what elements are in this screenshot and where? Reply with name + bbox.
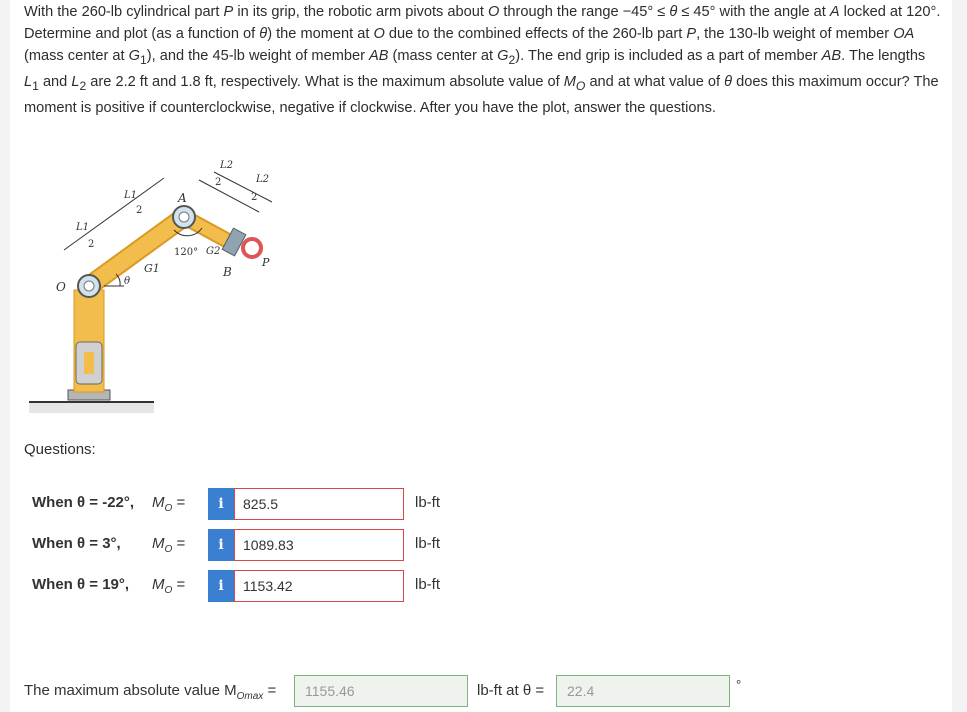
label-two-c: 2 xyxy=(215,177,222,188)
theta-label: lb-ft at θ = xyxy=(477,682,545,699)
unit-label: lb-ft xyxy=(415,494,441,511)
info-icon[interactable]: i xyxy=(208,570,234,602)
label-l1-a: L1 xyxy=(76,222,90,233)
label-l2-a: L2 xyxy=(220,160,234,171)
answer-input[interactable]: 1153.42 xyxy=(234,570,404,602)
label-theta: θ xyxy=(124,276,131,287)
questions-label: Questions: xyxy=(24,441,96,458)
part-p xyxy=(243,239,261,257)
robotic-arm-figure xyxy=(24,150,294,420)
label-l2-b: L2 xyxy=(256,174,270,185)
question-condition: When θ = 3°, xyxy=(32,535,121,552)
label-l1-b: L1 xyxy=(124,190,138,201)
moment-label: $M_O$ = xyxy=(152,576,186,596)
label-p: P xyxy=(262,256,270,269)
max-moment-label: The maximum absolute value $M_{Omax}$ = xyxy=(24,682,277,702)
answer-input[interactable]: 825.5 xyxy=(234,488,404,520)
question-row xyxy=(32,529,472,561)
info-icon[interactable]: i xyxy=(208,488,234,520)
moment-label: $M_O$ = xyxy=(152,535,186,555)
label-g2: G2 xyxy=(206,246,221,257)
answer-input[interactable]: 1089.83 xyxy=(234,529,404,561)
question-row xyxy=(32,488,472,520)
label-angle: 120° xyxy=(174,247,199,258)
info-icon[interactable]: i xyxy=(208,529,234,561)
theta-input[interactable]: 22.4 xyxy=(556,675,730,707)
moment-label: $M_O$ = xyxy=(152,494,186,514)
question-condition: When θ = -22°, xyxy=(32,494,135,511)
max-moment-row xyxy=(24,675,954,709)
label-two-b: 2 xyxy=(136,205,143,216)
degree-symbol: ° xyxy=(736,677,742,692)
label-b: B xyxy=(223,265,232,279)
label-two-d: 2 xyxy=(251,192,258,203)
unit-label: lb-ft xyxy=(415,576,441,593)
label-a: A xyxy=(178,191,187,205)
label-g1: G1 xyxy=(144,262,160,275)
problem-statement: With the 260-lb cylindrical part P in its grip, the robotic arm pivots about O through the range −45° ≤ θ ≤ 45° with the angle at A locked at 120°. Determine and plot (as a function of θ) the moment at O due to the combined effects of the 260-lb part P, the 130-lb weight of member OA (mass center at $G_1$), and the 45-lb weight of member AB (mass center at $G_2$). The end grip is included as a part of member AB. The lengths $L_1$ and $L_2$ are 2.2 ft and 1.8 ft, respectively. What is the maximum absolute value of $M_O$ and at what value of θ does this maximum occur? The moment is positive if counterclockwise, negative if clockwise. After you have the plot, answer the questions. xyxy=(24,4,941,116)
question-condition: When θ = 19°, xyxy=(32,576,130,593)
max-moment-input[interactable]: 1155.46 xyxy=(294,675,468,707)
question-row xyxy=(32,570,472,602)
ground-shadow xyxy=(29,403,154,413)
unit-label: lb-ft xyxy=(415,535,441,552)
label-two-a: 2 xyxy=(88,239,95,250)
label-o: O xyxy=(56,280,66,294)
